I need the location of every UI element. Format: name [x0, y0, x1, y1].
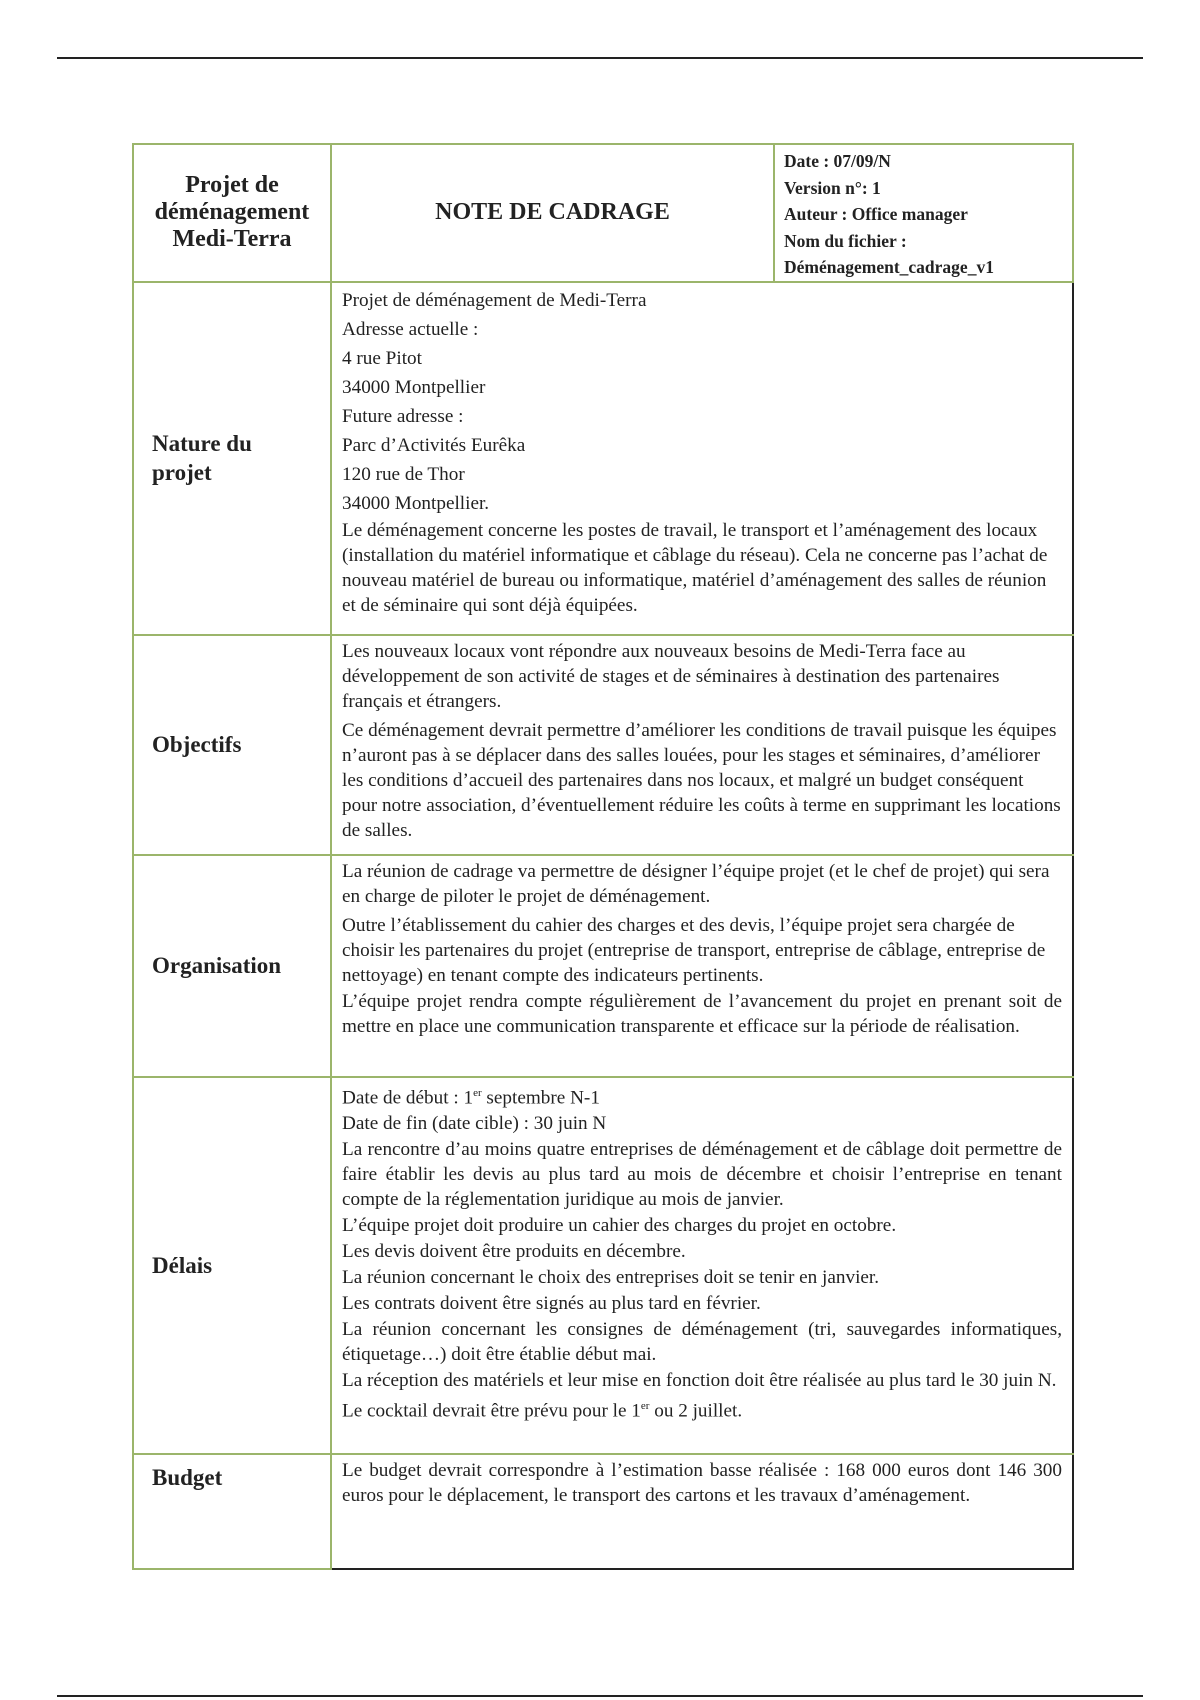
organisation-paragraph: L’équipe projet rendra compte régulièrement de l’avancement du projet en prenant soit de mettre en place une communication transparente et efficace sur la période de réalisation. — [342, 990, 1062, 1037]
document-title: NOTE DE CADRAGE — [331, 144, 774, 282]
section-label-nature — [133, 282, 331, 635]
delais-start-date — [342, 1081, 1062, 1110]
header-row — [133, 144, 1073, 282]
section-label-nature-line1: Nature du — [152, 431, 252, 456]
section-content-objectifs — [331, 635, 1073, 855]
delais-paragraph: La rencontre d’au moins quatre entreprises de déménagement et de câblage doit permettre de faire établir les devis au plus tard au mois de décembre et choisir l’entreprise en tenant compte de la réglementation juridique au mois de janvier. — [342, 1138, 1062, 1210]
organisation-paragraph: La réunion de cadrage va permettre de désigner l’équipe projet (et le chef de projet) qui sera en charge de piloter le projet de déménagement. — [342, 860, 1050, 907]
project-name-line2: déménagement — [154, 199, 310, 226]
organisation-paragraph: Outre l’établissement du cahier des charges et des devis, l’équipe projet sera chargée de choisir les partenaires du projet (entreprise de transport, entreprise de câblage, entreprise de nettoyage) en tenant compte des indicateurs pertinents. — [342, 914, 1046, 986]
delais-cocktail-prefix: Le cocktail devrait être prévu pour le 1 — [342, 1400, 641, 1422]
delais-cocktail-suffix: ou 2 juillet. — [649, 1400, 743, 1422]
meta-filename-label: Nom du fichier : — [784, 230, 907, 251]
section-row-budget — [133, 1454, 1073, 1569]
footer-rule — [57, 1695, 1143, 1697]
nature-line: Adresse actuelle : — [342, 318, 479, 340]
section-row-organisation — [133, 855, 1073, 1077]
nature-line: Parc d’Activités Eurêka — [342, 434, 526, 456]
project-name-cell — [133, 144, 331, 282]
project-name-line3: Medi-Terra — [172, 226, 292, 253]
delais-cocktail-sup: er — [640, 1399, 650, 1412]
cadrage-table — [132, 143, 1074, 1570]
nature-line: Future adresse : — [342, 405, 464, 427]
meta-author: Auteur : Office manager — [784, 204, 968, 224]
section-label-nature-line2: projet — [152, 460, 212, 485]
delais-start-suffix: septembre N-1 — [481, 1086, 600, 1108]
objectifs-paragraph: Les nouveaux locaux vont répondre aux nouveaux besoins de Medi-Terra face au développement de son activité de stages et de séminaires à destination des partenaires français et étrangers. — [342, 640, 1000, 712]
delais-paragraph: Les devis doivent être produits en décembre. — [342, 1240, 686, 1262]
meta-version: Version n°: 1 — [784, 177, 881, 198]
section-label-objectifs: Objectifs — [133, 635, 331, 855]
delais-paragraph: La réunion concernant le choix des entreprises doit se tenir en janvier. — [342, 1266, 880, 1288]
section-content-delais — [331, 1077, 1073, 1454]
section-row-nature — [133, 282, 1073, 635]
section-content-nature — [331, 282, 1073, 635]
nature-line: 34000 Montpellier — [342, 376, 486, 398]
delais-paragraph: La réunion concernant les consignes de déménagement (tri, sauvegardes informatiques, étiquetage…) doit être établie début mai. — [342, 1318, 1062, 1365]
delais-start-prefix: Date de début : 1 — [342, 1086, 474, 1108]
delais-start-sup: er — [473, 1086, 482, 1099]
nature-paragraph: Le déménagement concerne les postes de travail, le transport et l’aménagement des locaux (installation du matériel informatique et câblage du réseau). Cela ne concerne pas l’achat de nouveau matériel de bureau ou informatique, matériel d’aménagement des salles de réunion et de séminaire qui sont déjà équipées. — [342, 519, 1048, 616]
section-row-delais — [133, 1077, 1073, 1454]
delais-paragraph: L’équipe projet doit produire un cahier des charges du projet en octobre. — [342, 1214, 897, 1236]
nature-line: 4 rue Pitot — [342, 347, 422, 369]
project-name-line1: Projet de — [185, 172, 279, 199]
section-label-budget: Budget — [133, 1454, 331, 1569]
nature-line: 34000 Montpellier. — [342, 492, 490, 514]
section-content-budget — [331, 1454, 1073, 1569]
nature-line: 120 rue de Thor — [342, 463, 465, 485]
section-label-organisation: Organisation — [133, 855, 331, 1077]
delais-paragraph: Les contrats doivent être signés au plus tard en février. — [342, 1292, 761, 1314]
document-meta-cell — [774, 144, 1073, 282]
objectifs-paragraph: Ce déménagement devrait permettre d’améliorer les conditions de travail puisque les équipes n’auront pas à se déplacer dans des salles louées, pour les stages et séminaires, d’améliorer les conditions d’accueil des partenaires dans nos locaux, et malgré un budget conséquent pour notre association, d’éventuellement réduire les coûts à terme en supprimant les locations de salles. — [342, 719, 1061, 841]
header-rule — [57, 57, 1143, 59]
section-row-objectifs — [133, 635, 1073, 855]
meta-filename: Déménagement_cadrage_v1 — [784, 257, 994, 277]
nature-line: Projet de déménagement de Medi-Terra — [342, 289, 647, 311]
budget-paragraph: Le budget devrait correspondre à l’estimation basse réalisée : 168 000 euros dont 146 300 euros pour le déplacement, le transport des cartons et les travaux d’aménagement. — [342, 1459, 1062, 1506]
delais-end-date: Date de fin (date cible) : 30 juin N — [342, 1112, 607, 1134]
delais-paragraph: La réception des matériels et leur mise en fonction doit être réalisée au plus tard le 30 juin N. — [342, 1369, 1057, 1391]
delais-cocktail — [342, 1394, 1062, 1423]
section-label-delais: Délais — [133, 1077, 331, 1454]
section-content-organisation — [331, 855, 1073, 1077]
meta-date: Date : 07/09/N — [784, 151, 891, 171]
